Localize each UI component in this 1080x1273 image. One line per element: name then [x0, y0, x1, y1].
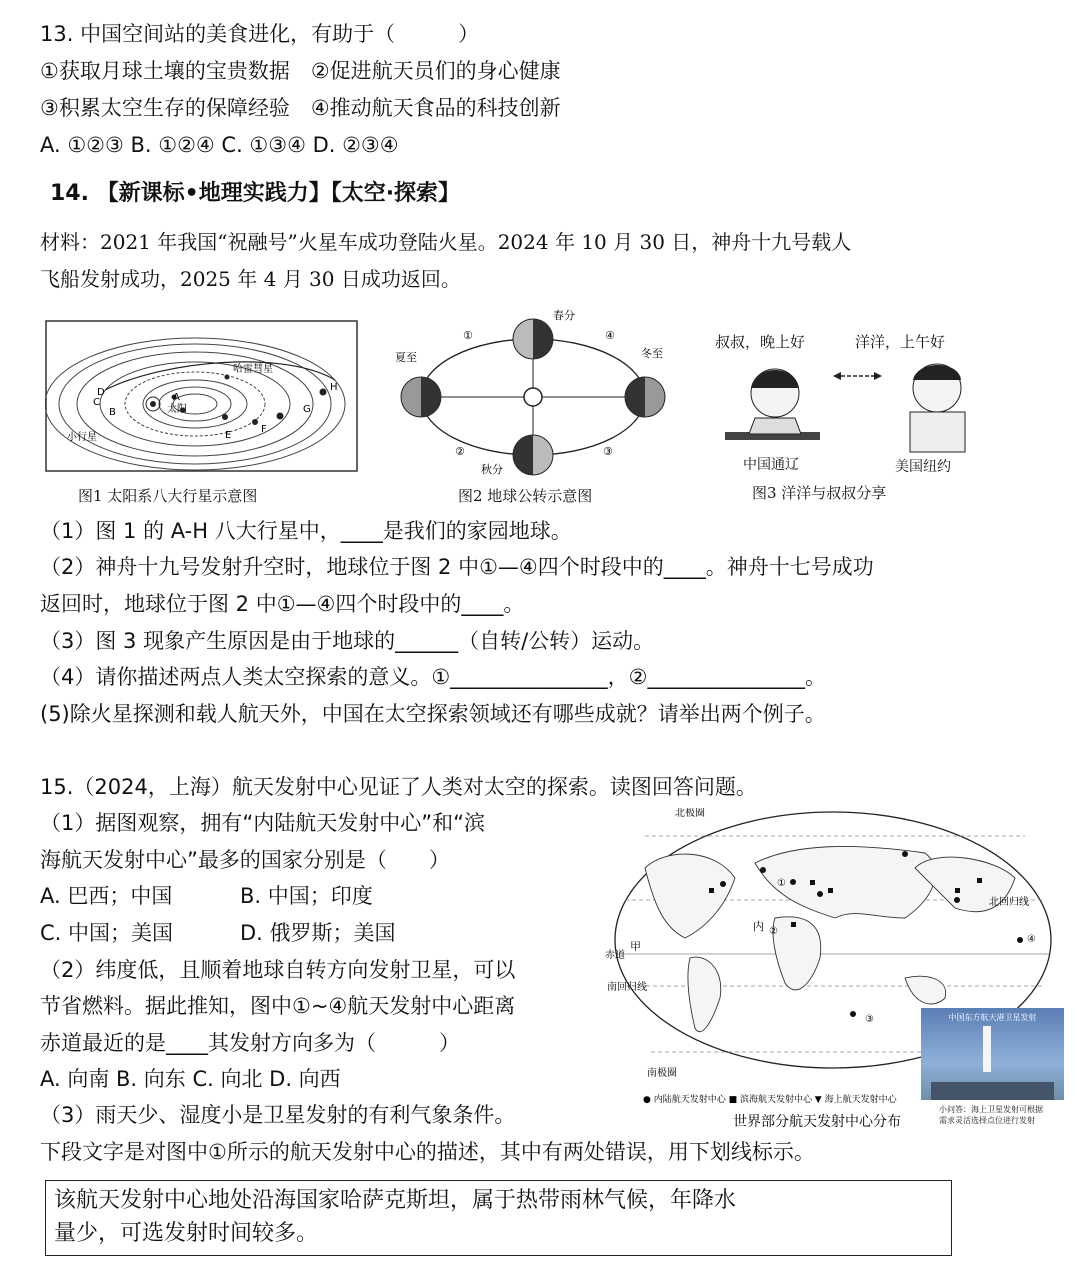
fig3-greeting [715, 328, 985, 476]
fig3-caption: 图3 洋洋与叔叔分享 [752, 484, 887, 502]
q13-options-line2: ③积累太空生存的保障经验 ④推动航天食品的科技创新 [40, 96, 561, 120]
q15-sub2-line2: 节省燃料。据此推知，图中①~④航天发射中心距离 [40, 994, 516, 1018]
planet-d: D [97, 387, 105, 398]
fig2-period-3: ③ [603, 445, 613, 458]
fig2-spring: 春分 [553, 309, 575, 322]
fig2-earth-orbit [385, 305, 685, 480]
map-nei-label: 内 [753, 920, 764, 933]
sun-label: 太阳 [167, 404, 187, 415]
fig3-right-speech: 洋洋，上午好 [855, 333, 946, 351]
fig3-left-speech: 叔叔，晚上好 [715, 333, 806, 351]
map-marker-1: ① [777, 878, 786, 889]
fig3-right-place: 美国纽约 [895, 459, 951, 475]
q14-sub1: （1）图 1 的 A-H 八大行星中，____是我们的家园地球。 [40, 519, 572, 543]
comet-label: 哈雷彗星 [233, 364, 273, 375]
fig2-winter: 冬至 [641, 347, 663, 360]
q14-sub2-line1: （2）神舟十九号发射升空时，地球位于图 2 中①—④四个时段中的____。神舟十七号成功 [40, 555, 874, 579]
q14-sub5: (5)除火星探测和载人航天外，中国在太空探索领域还有哪些成就？请举出两个例子。 [40, 702, 826, 726]
planet-c: C [93, 397, 100, 408]
q14-sub4: （4）请你描述两点人类太空探索的意义。①_______________，②_______________。 [40, 665, 827, 689]
ship-shape [931, 1082, 1054, 1100]
q13-options-line1: ①获取月球土壤的宝贵数据 ②促进航天员们的身心健康 [40, 59, 561, 83]
planet-b: B [109, 407, 116, 418]
q15-sub1-line1: （1）据图观察，拥有“内陆航天发射中心”和“滨 [40, 811, 485, 835]
fig2-summer: 夏至 [395, 351, 417, 364]
q15-sub3: （3）雨天少、湿度小是卫星发射的有利气象条件。 [40, 1103, 516, 1127]
asteroid-label: 小行星 [67, 432, 97, 443]
q14-material-line2: 飞船发射成功，2025 年 4 月 30 日成功返回。 [40, 267, 461, 291]
map-marker-4: ④ [1027, 934, 1036, 945]
map-legend: ● 内陆航天发射中心 ■ 滨海航天发射中心 ▼ 海上航天发射中心 [643, 1095, 897, 1105]
q14-heading: 14. 【新课标•地理实践力】【太空·探索】 [50, 181, 461, 206]
planet-h: H [330, 382, 338, 393]
photo-note-line1: 小问答：海上卫星发射可根据 [939, 1105, 1043, 1114]
q15-description-box [45, 1180, 952, 1256]
map-tropic-north: 北回归线 [989, 897, 1029, 908]
map-equator: 赤道 [605, 950, 625, 961]
map-arctic-circle: 北极圈 [675, 808, 705, 819]
description-line1: 该航天发射中心地处沿海国家哈萨克斯坦，属于热带雨林气候，年降水 [54, 1188, 737, 1213]
world-launch-map [605, 808, 1065, 1133]
earth-orbit-diagram [385, 305, 685, 480]
q15-option-a: A. 巴西；中国 [40, 884, 173, 908]
q15-sub3-instruction: 下段文字是对图中①所示的航天发射中心的描述，其中有两处错误，用下划线标示。 [40, 1140, 815, 1164]
map-jia-label: 甲 [630, 940, 641, 953]
map-marker-3: ③ [865, 1014, 874, 1025]
launch-photo [921, 1008, 1064, 1100]
planet-e: E [225, 430, 232, 441]
q15-sub2-line3: 赤道最近的是____其发射方向多为（ ） [40, 1031, 460, 1055]
q15-stem: 15.（2024，上海）航天发射中心见证了人类对太空的探索。读图回答问题。 [40, 775, 757, 799]
q15-sub2-line1: （2）纬度低，且顺着地球自转方向发射卫星，可以 [40, 958, 516, 982]
q15-option-d: D. 俄罗斯；美国 [240, 921, 396, 945]
q15-option-b: B. 中国；印度 [240, 884, 373, 908]
map-antarctic-circle: 南极圈 [647, 1068, 677, 1079]
fig2-caption: 图2 地球公转示意图 [458, 487, 593, 505]
fig1-caption: 图1 太阳系八大行星示意图 [78, 487, 258, 505]
q14-material-line1: 材料：2021 年我国“祝融号”火星车成功登陆火星。2024 年 10 月 30 日，神舟十九号载人 [40, 230, 852, 254]
fig2-period-1: ① [463, 329, 473, 342]
map-tropic-south: 南回归线 [607, 982, 647, 993]
fig1-solar-system [45, 320, 358, 472]
map-marker-2: ② [769, 926, 778, 937]
description-line2: 量少，可选发射时间较多。 [54, 1221, 319, 1246]
photo-title: 中国东方航天港卫星发射 [948, 1013, 1037, 1022]
q13-stem: 13. 中国空间站的美食进化，有助于（ ） [40, 22, 480, 46]
q15-option-c: C. 中国；美国 [40, 921, 174, 945]
q15-sub1-line2: 海航天发射中心”最多的国家分别是（ ） [40, 848, 450, 872]
q14-sub2-line2: 返回时，地球位于图 2 中①—④四个时段中的____。 [40, 592, 525, 616]
photo-note-line2: 需求灵活选择点位进行发射 [939, 1116, 1035, 1125]
fig3-left-place: 中国通辽 [743, 457, 799, 473]
planet-a: A [173, 392, 180, 403]
rocket-icon [983, 1026, 991, 1072]
fig2-autumn: 秋分 [481, 463, 503, 476]
q15-sub2-options: A. 向南 B. 向东 C. 向北 D. 向西 [40, 1067, 341, 1091]
solar-system-diagram [45, 320, 358, 472]
map-caption: 世界部分航天发射中心分布 [733, 1114, 901, 1130]
planet-f: F [261, 424, 267, 435]
q13-choices: A. ①②③ B. ①②④ C. ①③④ D. ②③④ [40, 133, 399, 157]
q14-sub3: （3）图 3 现象产生原因是由于地球的______（自转/公转）运动。 [40, 629, 655, 653]
planet-g: G [303, 404, 311, 415]
fig2-period-2: ② [455, 445, 465, 458]
fig2-period-4: ④ [605, 329, 615, 342]
